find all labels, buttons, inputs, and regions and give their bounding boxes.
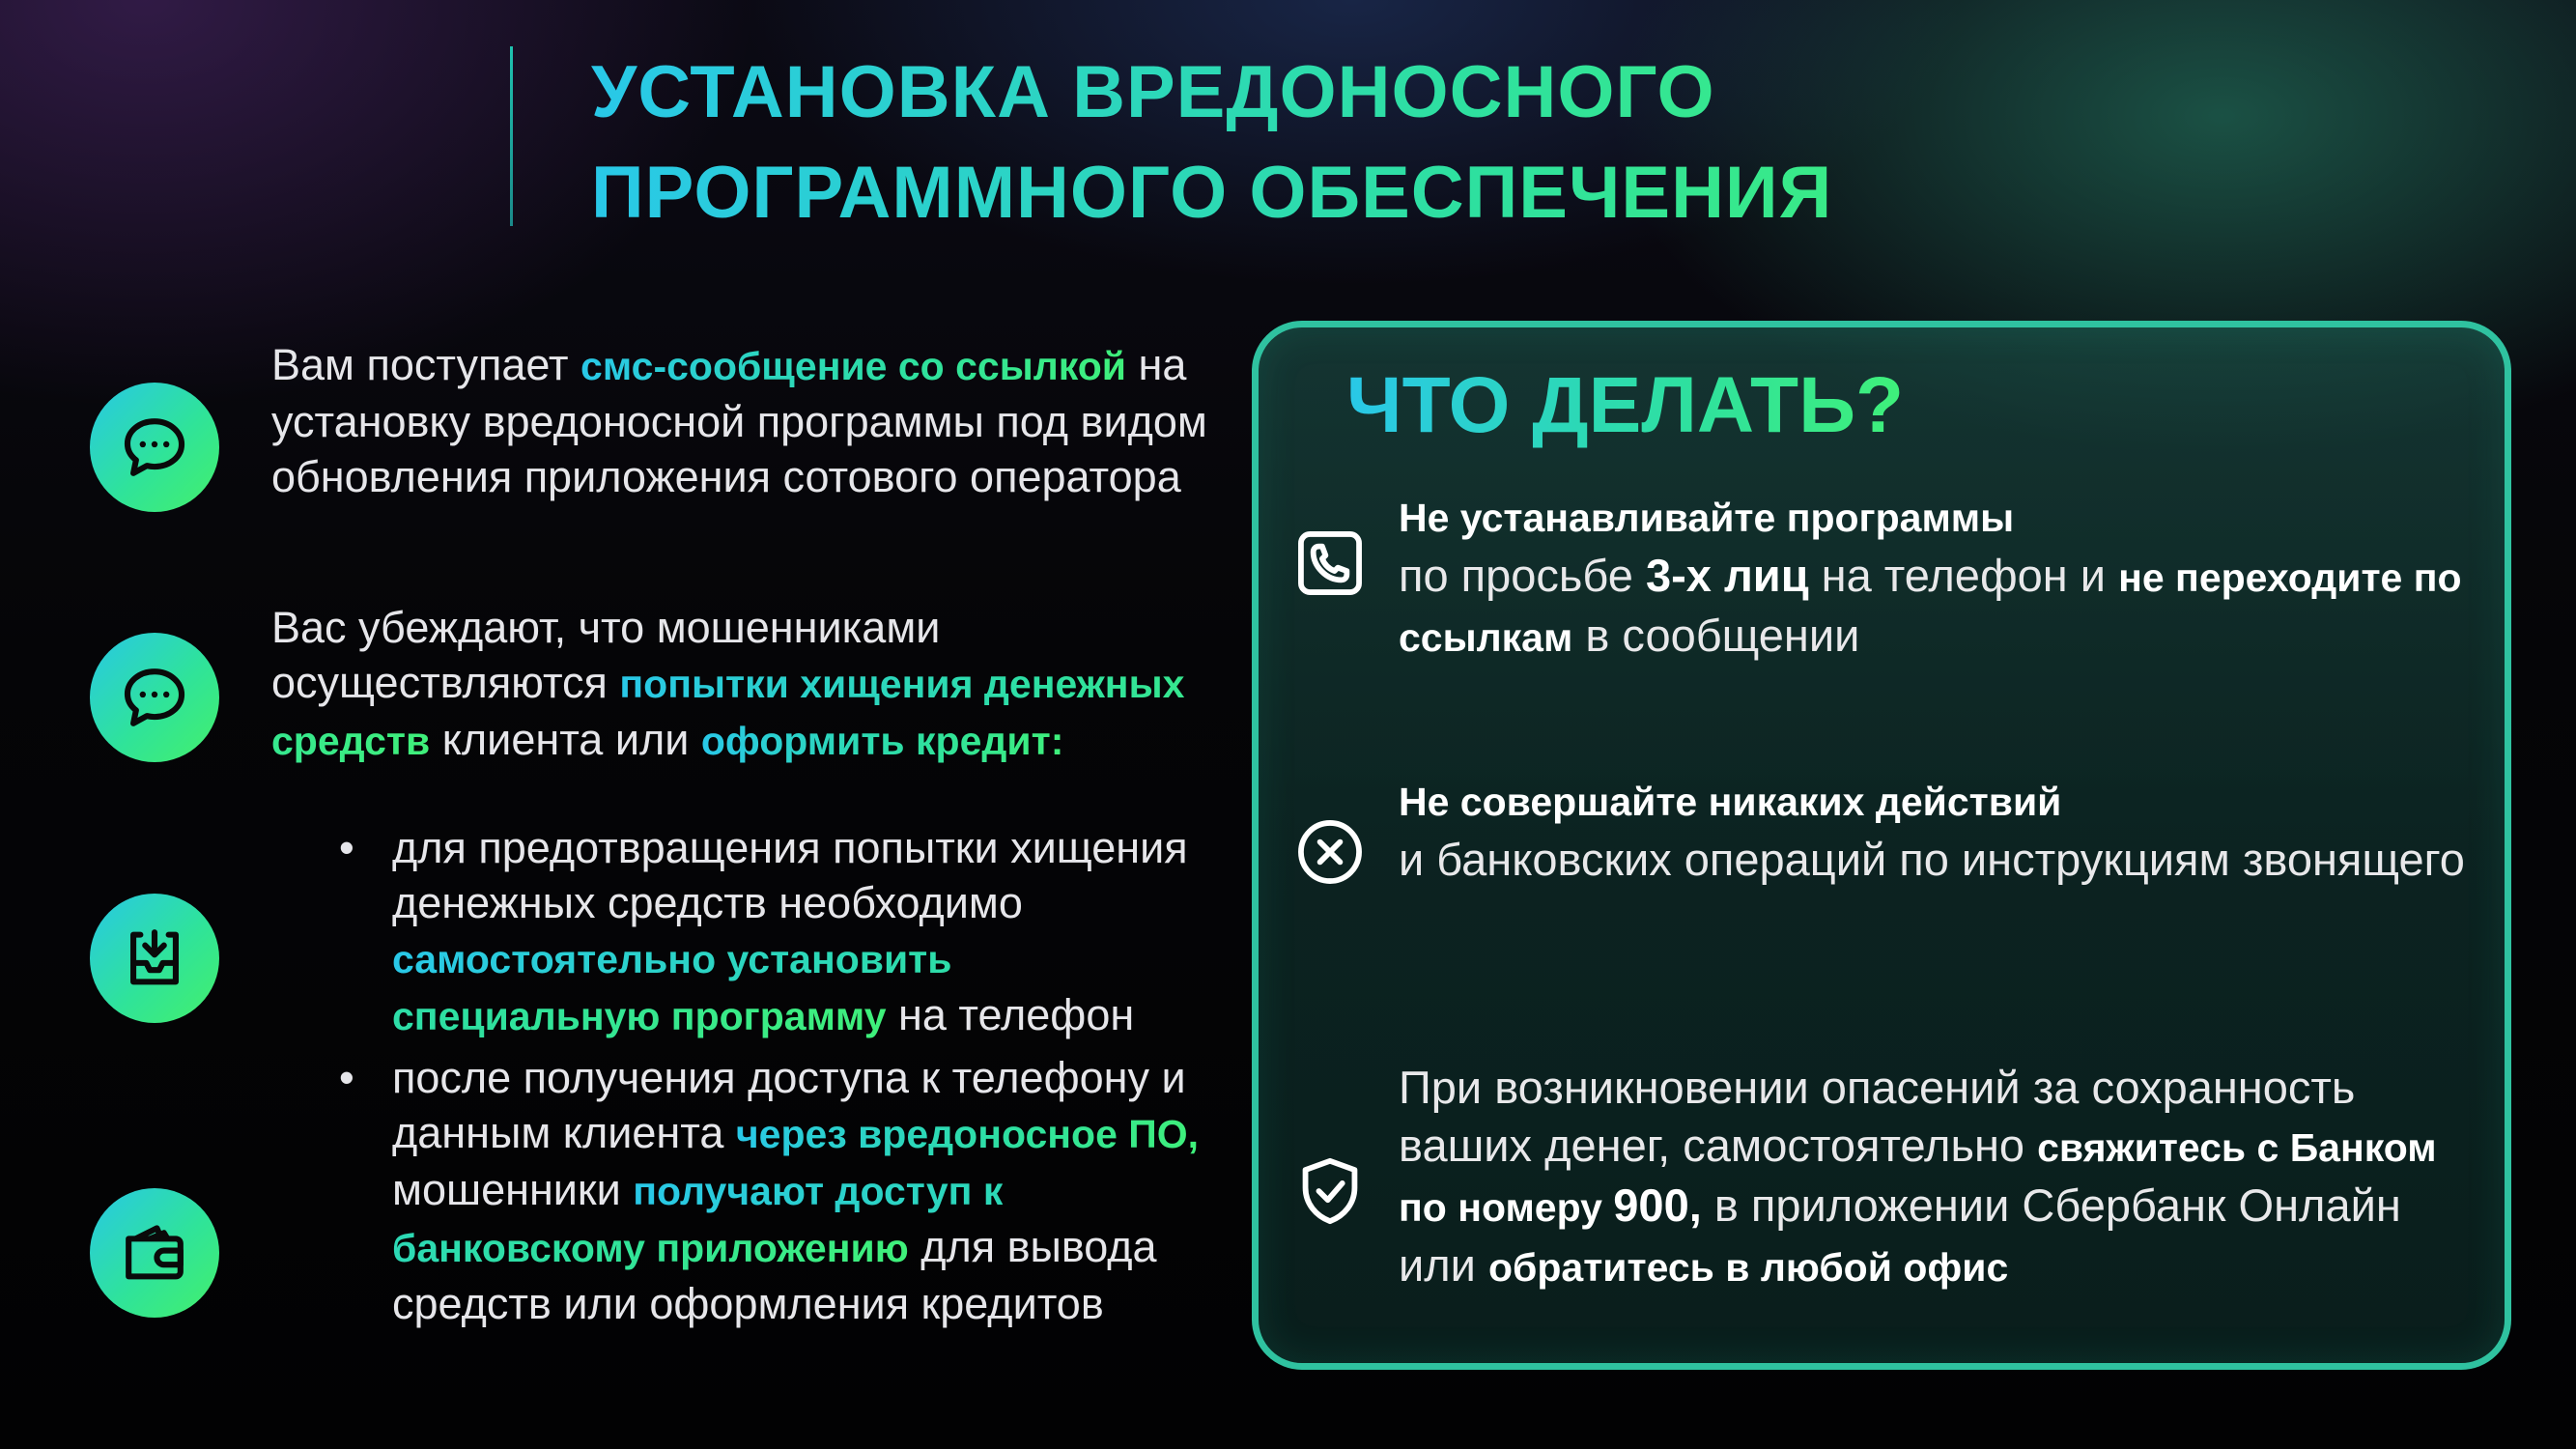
list-item: • для предотвращения попытки хищения денежных средств необходимо самостоятельно установить специальную программу на телефон [333, 820, 1222, 1044]
page-title [591, 43, 2040, 243]
advice-no-actions: Не совершайте никаких действий и банковских операций по инструкциям звонящего [1399, 780, 2465, 885]
shield-check-icon [1294, 1155, 1366, 1227]
wallet-icon [90, 1188, 219, 1318]
chat-bubble-icon [90, 383, 219, 512]
advice-contact-bank: При возникновении опасений за сохранность ваших денег, самостоятельно свяжитесь с Банком по номеру 900, в приложении Сбербанк Онлайн или обратитесь в любой офис [1399, 1062, 2437, 1291]
card-title: ЧТО ДЕЛАТЬ? [1346, 357, 1904, 454]
sms-warning-text: Вам поступает смс-сообщение со ссылкой на установку вредоносной программы под видом обновления приложения сотового оператора [271, 340, 1207, 501]
list-item: • после получения доступа к телефону и данным клиента через вредоносное ПО, мошенники получают доступ к банковскому приложению для вывода средств или оформления кредитов [333, 1050, 1222, 1331]
page-title-line-1: УСТАНОВКА ВРЕДОНОСНОГО [591, 51, 1715, 133]
highlight-text: через вредоносное ПО, [735, 1112, 1200, 1156]
highlight-text: оформить кредит: [700, 719, 1064, 763]
phone-icon [1294, 527, 1366, 599]
close-circle-icon [1294, 816, 1366, 888]
download-tray-icon [90, 894, 219, 1023]
advice-no-install: Не устанавливайте программы по просьбе 3-х лиц на телефон и не переходите по ссылкам в сообщении [1399, 496, 2462, 661]
highlight-text: самостоятельно установить специальную программу [392, 937, 952, 1038]
persuasion-text: Вас убеждают, что мошенниками осуществляются попытки хищения денежных средств клиента или оформить кредит: [271, 603, 1185, 764]
highlight-text: смс-сообщение со ссылкой [580, 344, 1126, 388]
chat-bubble-icon [90, 633, 219, 762]
page-title-line-2: ПРОГРАММНОГО ОБЕСПЕЧЕНИЯ [591, 152, 1833, 234]
scheme-bullet-list [333, 820, 1222, 1337]
highlight-text: попытки хищения денежных средств [271, 662, 1185, 763]
highlight-text: получают доступ к банковскому приложению [392, 1169, 1004, 1270]
title-divider [510, 46, 513, 226]
